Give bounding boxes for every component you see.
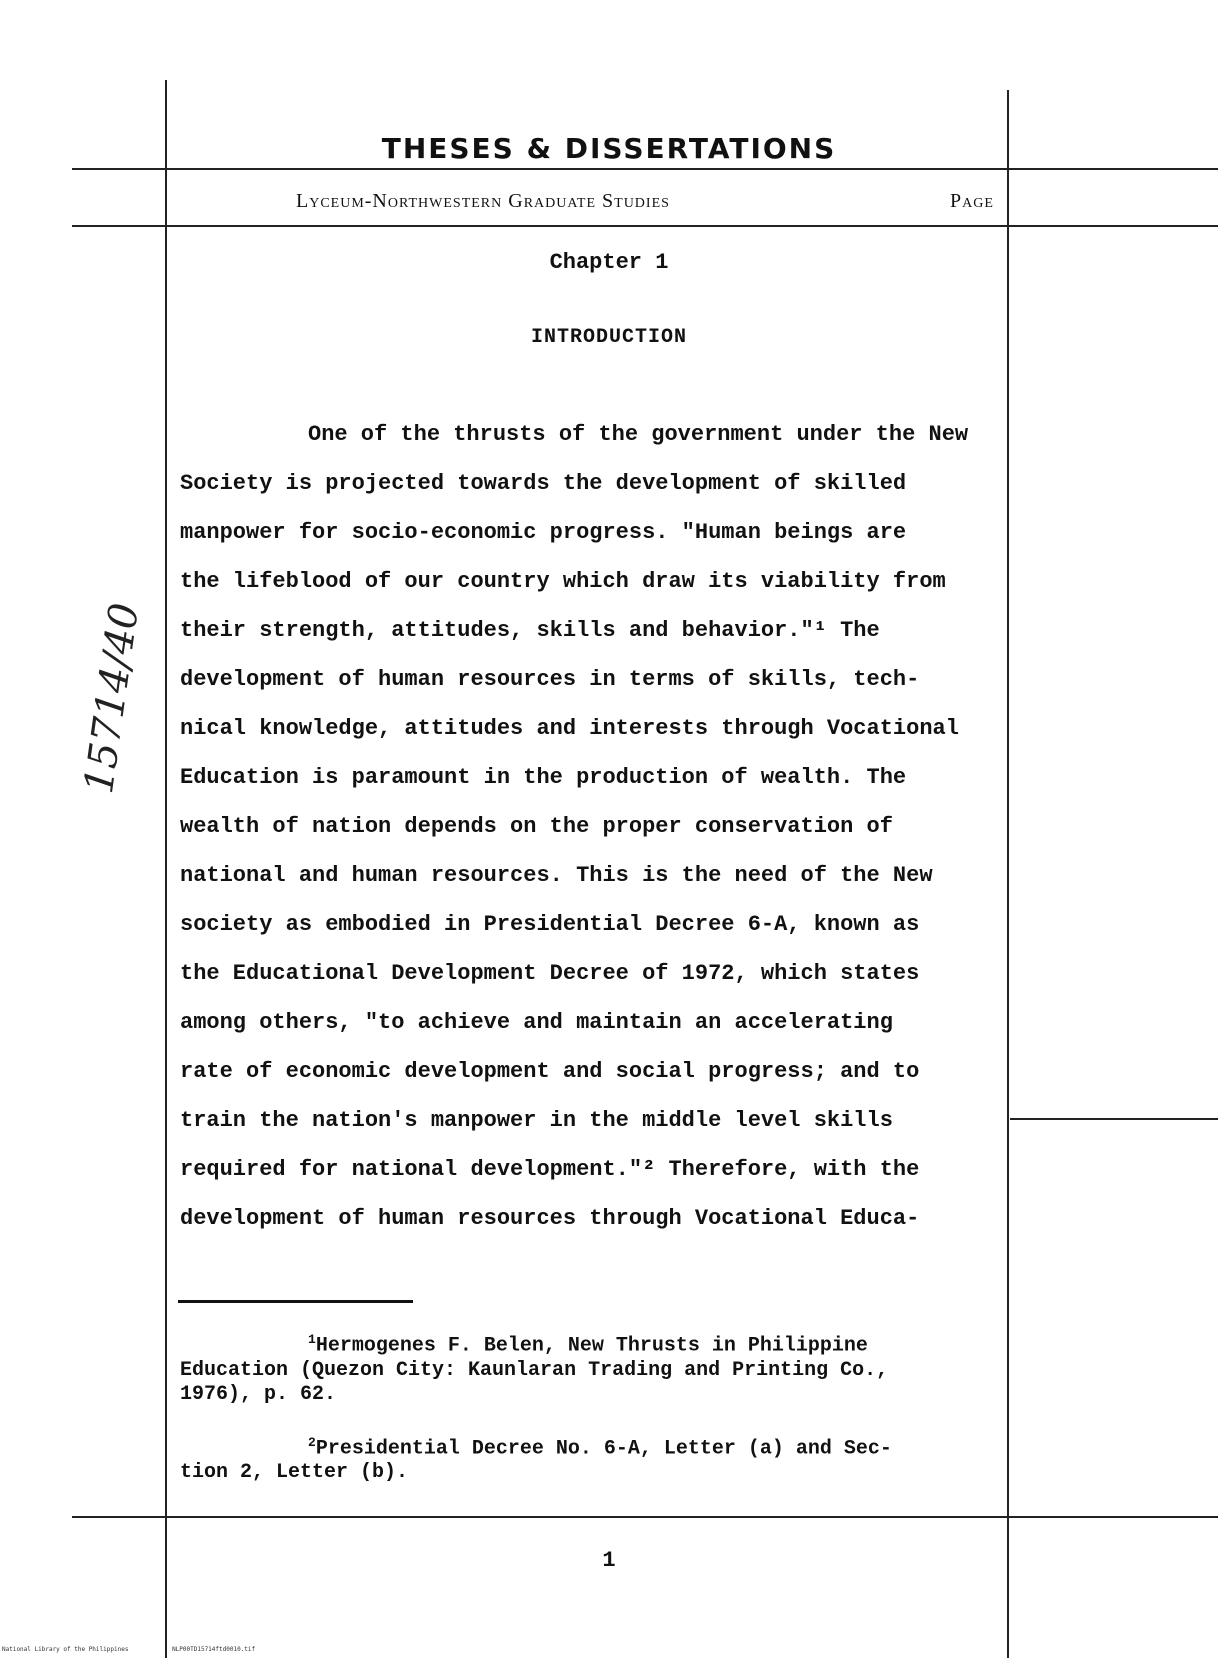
body-line: among others, "to achieve and maintain an accelerating [180,1010,893,1035]
chapter-heading: Chapter 1 [549,250,669,275]
body-paragraph [180,410,1050,1243]
section-heading: INTRODUCTION [530,326,688,349]
body-line: the Educational Development Decree of 1972, which states [180,961,920,986]
page-label: Page [950,190,994,212]
footnote-1 [180,1328,1080,1407]
institution-name: Lyceum-Northwestern Graduate Studies [296,190,670,212]
library-name: National Library of the Philippines [2,1646,129,1653]
footnote-2 [180,1431,1080,1486]
body-line: the lifeblood of our country which draw its viability from [180,569,946,594]
left-margin-rule [165,80,167,1658]
footnote-marker: 2 [308,1434,316,1450]
body-line: development of human resources through Vocational Educa- [180,1206,920,1231]
body-line: wealth of nation depends on the proper conservation of [180,814,893,839]
header-bottom-rule [72,225,1218,227]
body-line: Society is projected towards the development of skilled [180,471,907,496]
page-number: 1 [602,1548,616,1573]
footnote-marker: 1 [308,1332,316,1347]
body-line: manpower for socio-economic progress. "Human beings are [180,520,907,545]
footnote-separator [178,1300,413,1303]
body-line: society as embodied in Presidential Decree 6-A, known as [180,912,920,937]
footnotes [180,1328,1080,1509]
scan-colophon [2,1646,295,1653]
footnote-text: Hermogenes F. Belen, New Thrusts in Philippine [315,1334,868,1358]
body-line: national and human resources. This is the need of the New [180,863,933,888]
body-line: nical knowledge, attitudes and interests through Vocational [180,716,959,741]
footnote-text: Education (Quezon City: Kaunlaran Trading and Printing Co., [180,1358,889,1382]
body-line: train the nation's manpower in the middle level skills [180,1108,893,1133]
theses-dissertations-stamp: THESES & DISSERTATIONS [381,132,837,165]
footnote-text: tion 2, Letter (b). [180,1461,409,1485]
scan-filename: NLP00TD15714ftd0010.tif [172,1646,256,1653]
body-line: their strength, attitudes, skills and behavior."¹ The [180,618,880,643]
header-top-rule [72,168,1218,170]
body-line: required for national development."² Therefore, with the [180,1157,920,1182]
handwritten-accession-note: 15714/40 [76,600,149,797]
body-line: One of the thrusts of the government under the New [308,422,969,447]
footnote-text: Presidential Decree No. 6-A, Letter (a) and Sec- [315,1437,892,1461]
body-line: rate of economic development and social progress; and to [180,1059,920,1084]
body-line: Education is paramount in the production of wealth. The [180,765,907,790]
footnote-text: 1976), p. 62. [180,1382,337,1406]
body-line: development of human resources in terms of skills, tech- [180,667,920,692]
footer-rule [72,1516,1218,1518]
